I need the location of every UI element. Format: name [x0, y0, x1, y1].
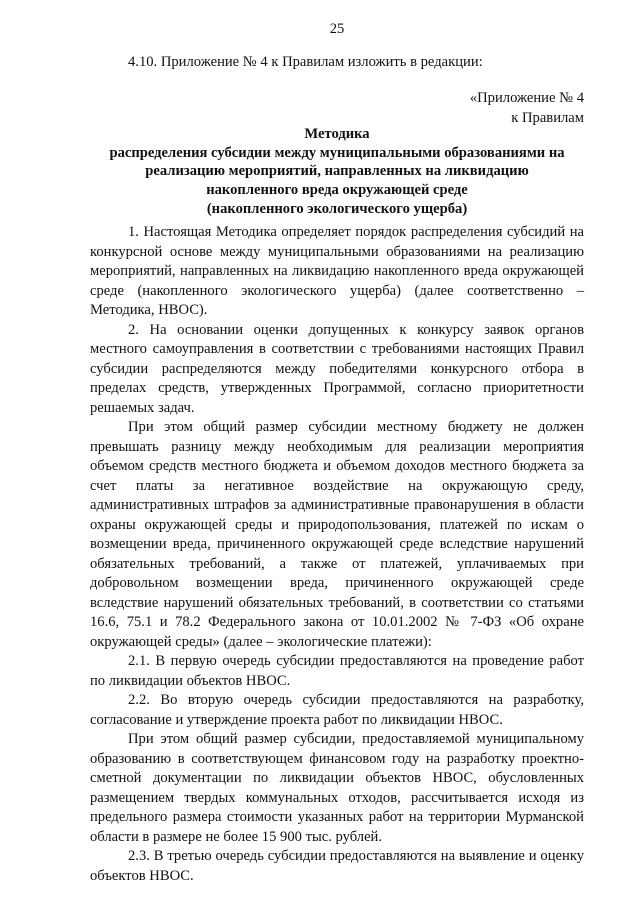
title-line: Методика	[304, 126, 370, 142]
title-line: распределения субсидии между муниципальными образованиями на	[109, 144, 565, 161]
title-line: реализацию мероприятий, направленных на ликвидацию	[145, 163, 529, 180]
appendix-reference-line: к Правилам	[511, 110, 584, 126]
paragraph: 2. На основании оценки допущенных к конкурсу заявок органов местного самоуправления в соответствии с требованиями настоящих Правил субсидии распределяются между победителями конкурсного отбора в пределах средств, утвержденных Программой, согласно приоритетности решаемых задач.	[90, 321, 584, 416]
title-line: накопленного вреда окружающей среде	[206, 182, 468, 199]
paragraph: 2.1. В первую очередь субсидии предоставляются на проведение работ по ликвидации объектов НВОС.	[90, 653, 584, 689]
amendment-intro: 4.10. Приложение № 4 к Правилам изложить в редакции:	[128, 54, 483, 70]
paragraph: 1. Настоящая Методика определяет порядок распределения субсидий на конкурсной основе между муниципальными образованиями на реализацию мероприятий, направленных на ликвидацию накопленного вреда окружающей среде (накопленного экологического ущерба) (далее соответственно – Методика, НВОС).	[90, 224, 584, 318]
paragraph: 2.2. Во вторую очередь субсидии предоставляются на разработку, согласование и утверждение проекта работ по ликвидации НВОС.	[90, 692, 584, 728]
paragraph: 2.3. В третью очередь субсидии предоставляются на выявление и оценку объектов НВОС.	[90, 848, 584, 884]
page-number: 25	[329, 21, 345, 37]
appendix-reference-line: «Приложение № 4	[469, 90, 584, 106]
paragraph: При этом общий размер субсидии местному бюджету не должен превышать разницу между необходимым для реализации мероприятия объемом средств местного бюджета и объемом доходов местного бюджета за счет платы за негативное воздействие на окружающую среду, административных штрафов за административные правонарушения в области охраны окружающей среды и природопользования, платежей по искам о возмещении вреда, причиненного окружающей среде вследствие нарушений обязательных требований, а также от платежей, уплачиваемых при добровольном возмещении вреда, причиненного окружающей среде вследствие нарушений обязательных требований, в соответствии со статьями 16.6, 75.1 и 78.2 Федерального закона от 10.01.2002 № 7-ФЗ «Об охране окружающей среды» (далее – экологические платежи):	[90, 419, 584, 650]
paragraph: При этом общий размер субсидии, предоставляемой муниципальному образованию в соответствующем финансовом году на разработку проектно-сметной документации по ликвидации объектов НВОС, обусловленных размещением твердых коммунальных отходов, рассчитывается исходя из предельного размера стоимости указанных работ на территории Мурманской области в размере не более 15 900 тыс. рублей.	[90, 731, 584, 845]
title-line: (накопленного экологического ущерба)	[206, 200, 468, 217]
appendix-reference	[470, 88, 584, 128]
methodology-title	[90, 125, 584, 219]
body-text	[90, 223, 584, 886]
